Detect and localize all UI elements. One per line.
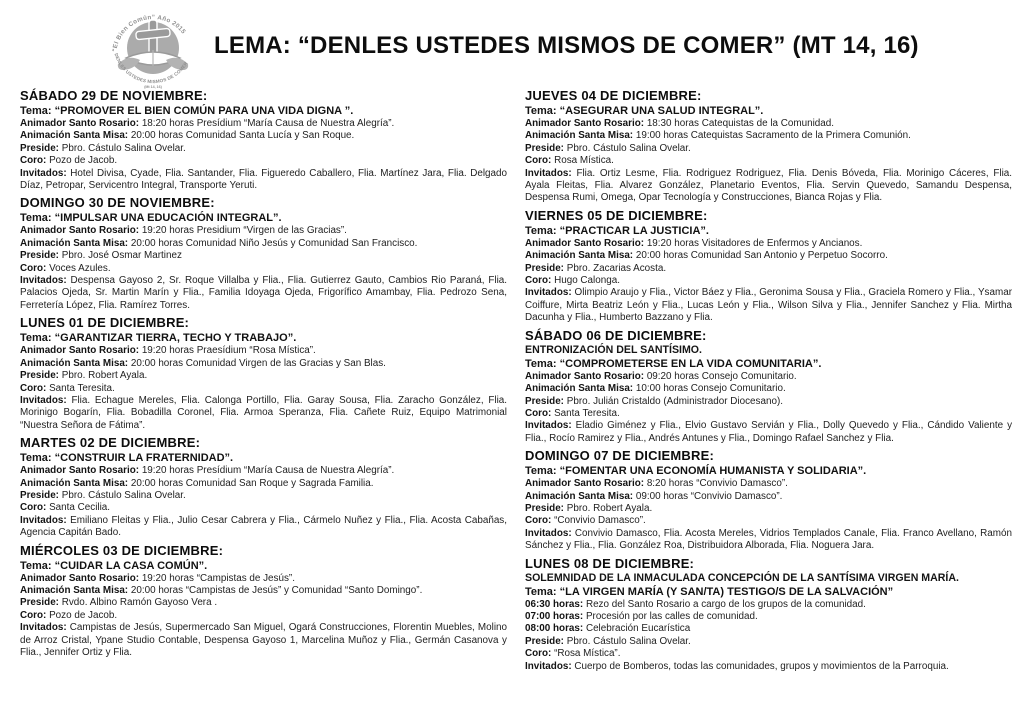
entry-detail-row	[20, 478, 507, 490]
row-text: 19:20 horas Presidium “Virgen de las Gracias”.	[141, 225, 347, 237]
row-label: Preside:	[525, 142, 564, 154]
entry-subheading: SOLEMNIDAD DE LA INMACULADA CONCEPCIÓN DE LA SANTÍSIMA VIRGEN MARÍA.	[525, 571, 959, 584]
row-text: Pozo de Jacob.	[49, 155, 118, 167]
row-text: Santa Cecilia.	[49, 502, 111, 514]
right-column	[525, 87, 1012, 675]
row-label: Invitados:	[525, 420, 572, 432]
row-text: 18:20 horas Presídium “María Causa de Nuestra Alegría”.	[141, 118, 395, 129]
row-text: Cuerpo de Bomberos, todas las comunidades, grupos y movimientos de la Parroquia.	[574, 660, 949, 672]
entry-detail-row	[20, 168, 507, 193]
logo-arc-top-text: “El Bien Común” Año 2015	[111, 13, 187, 53]
row-label: Invitados:	[20, 514, 67, 526]
entry-day-heading: LUNES 08 DE DICIEMBRE:	[525, 555, 695, 571]
row-label: Animador Santo Rosario:	[20, 345, 140, 357]
entry-theme-row	[525, 104, 1012, 118]
entry-detail-row	[525, 636, 1012, 648]
row-text: Pbro. Cástulo Salina Ovelar.	[61, 489, 186, 501]
entry-theme-row	[525, 224, 1012, 238]
entry-day-heading: DOMINGO 30 DE NOVIEMBRE:	[20, 195, 215, 211]
entry-detail-row	[525, 130, 1012, 142]
entry-theme-row	[20, 211, 507, 225]
row-text: “COMPROMETERSE EN LA VIDA COMUNITARIA”.	[559, 357, 822, 370]
row-text: Pbro. Julián Cristaldo (Administrador Diocesano).	[566, 395, 783, 407]
entry-day-heading: LUNES 01 DE DICIEMBRE:	[20, 315, 190, 331]
entry-theme-row	[525, 357, 1012, 371]
row-label: Tema:	[525, 105, 557, 117]
entry-detail-row	[525, 396, 1012, 408]
row-label: Invitados:	[525, 527, 572, 539]
parish-logo	[104, 8, 202, 94]
entry-detail-row	[20, 622, 507, 659]
row-label: Preside:	[525, 395, 564, 407]
entry-detail-row	[525, 491, 1012, 503]
entry-detail-row	[525, 287, 1012, 324]
row-text: Hotel Divisa, Cyade, Flia. Santander, Flia. Figueredo Caballero, Flia. Martínez Jara, Flia. Delgado Díaz, Petropar, Servicentro Integral, Transporte Yeruti.	[20, 167, 508, 192]
row-text: 20:00 horas “Campistas de Jesús” y Comunidad “Santo Domingo”.	[130, 584, 423, 596]
row-label: Coro:	[20, 382, 47, 394]
entry-day-heading: JUEVES 04 DE DICIEMBRE:	[525, 88, 702, 103]
row-label: Tema:	[20, 105, 52, 117]
entry-detail-row	[525, 250, 1012, 262]
row-text: Despensa Gayoso 2, Sr. Roque Villalba y Flia., Flia. Gutierrez Gauto, Cambios Rio Paraná, Flia. Palacios Ojeda, Sr. Martin Marín y Flia., Familia Idoyaga Ojeda, Frigorífico Amambay, Flia. Pedrozo Sena, Ferretería López, Flia. Ramírez Torres.	[20, 275, 507, 311]
row-text: Flia. Echague Mereles, Flia. Calonga Portillo, Flia. Garay Sousa, Flia. Zaracho González, Flia. Morinigo Bogarín, Flia. Bobadilla Coronel, Flia. Armoa Speranza, Flia. Cañete Ruiz, Equipo Matrimonial “Nuestra Señora de Fátima”.	[20, 394, 507, 431]
row-label: Animador Santo Rosario:	[20, 465, 140, 477]
entry-theme-row	[20, 559, 507, 573]
row-label: Preside:	[20, 142, 59, 154]
row-label: Invitados:	[20, 167, 67, 179]
row-label: Coro:	[20, 155, 47, 167]
entry-day-heading: DOMINGO 07 DE DICIEMBRE:	[525, 448, 714, 464]
row-label: Tema:	[20, 212, 52, 225]
row-label: 08:00 horas:	[525, 623, 584, 635]
row-text: “CONSTRUIR LA FRATERNIDAD”.	[54, 452, 234, 465]
row-text: 20:00 horas Comunidad Niño Jesús y Comunidad San Francisco.	[130, 237, 418, 249]
row-text: Celebración Eucarística	[585, 623, 691, 635]
row-label: Animador Santo Rosario:	[525, 118, 645, 129]
row-label: Preside:	[20, 597, 59, 609]
row-text: 8:20 horas “Convivio Damasco”.	[646, 478, 788, 490]
entry-detail-row	[525, 478, 1012, 490]
row-text: “LA VIRGEN MARÍA (Y SAN/TA) TESTIGO/S DE LA SALVACIÓN”	[559, 585, 894, 598]
row-label: Preside:	[20, 370, 59, 382]
schedule-entry	[20, 314, 507, 432]
entry-detail-row	[525, 599, 1012, 611]
row-label: Preside:	[20, 489, 59, 501]
entry-detail-row	[20, 250, 507, 262]
entry-detail-row	[20, 275, 507, 312]
row-label: Animación Santa Misa:	[525, 383, 634, 395]
row-label: 06:30 horas:	[525, 598, 584, 610]
entry-theme-row	[525, 585, 1012, 599]
row-label: Animación Santa Misa:	[525, 490, 634, 502]
row-text: Emiliano Fleitas y Flia., Julio Cesar Cabrera y Flia., Cármelo Nuñez y Flia., Flia. Acosta Cabañas, Agencia Capitán Bado.	[20, 514, 507, 539]
entry-detail-row	[20, 490, 507, 502]
row-text: Rosa Mística.	[554, 155, 614, 167]
row-label: Tema:	[20, 452, 52, 465]
entry-detail-row	[20, 610, 507, 622]
entry-theme-row	[525, 464, 1012, 478]
row-text: Campistas de Jesús, Supermercado San Miguel, Ogará Construcciones, Florentin Muebles, Molino de Arroz Cristal, Ypane Studio Contable, Despensa Gayoso 1, Marcelina Muñoz y Flia., Germán Casanova y Flia., Jennifer Ortiz y Flia.	[20, 622, 507, 658]
row-label: Coro:	[525, 407, 552, 419]
entry-detail-row	[20, 263, 507, 275]
row-text: Pbro. Robert Ayala.	[61, 370, 148, 382]
row-text: “Convivio Damasco”.	[554, 515, 646, 527]
row-text: 18:30 horas Catequistas de la Comunidad.	[646, 118, 835, 129]
entry-day-heading: MIÉRCOLES 03 DE DICIEMBRE:	[20, 542, 224, 558]
entry-detail-row	[20, 143, 507, 155]
row-label: Animador Santo Rosario:	[525, 478, 645, 490]
row-label: Coro:	[20, 502, 47, 514]
logo-verse-text: (Mt 14, 16)	[144, 85, 162, 89]
entry-detail-row	[525, 383, 1012, 395]
row-label: Invitados:	[525, 167, 572, 179]
entry-day-heading: SÁBADO 06 DE DICIEMBRE:	[525, 327, 707, 343]
row-label: 07:00 horas:	[525, 610, 584, 622]
row-text: Rezo del Santo Rosario a cargo de los grupos de la comunidad.	[585, 598, 866, 610]
entry-detail-row	[525, 528, 1012, 553]
row-text: 20:00 horas Comunidad San Antonio y Perpetuo Socorro.	[635, 250, 888, 262]
schedule-entry	[525, 555, 1012, 673]
row-label: Invitados:	[525, 287, 572, 299]
row-text: Rvdo. Albino Ramón Gayoso Vera .	[61, 597, 218, 609]
row-text: Convivio Damasco, Flia. Acosta Mereles, Vidrios Templados Canale, Flia. Franco Avellano, Ramón Sánchez y Flia., Flia. González Roa, Distribuidora Alborada, Flia. Noguera Jara.	[525, 527, 1012, 552]
row-label: Animación Santa Misa:	[525, 130, 634, 142]
schedule-entry	[20, 194, 507, 312]
entry-detail-row	[20, 585, 507, 597]
entry-detail-row	[20, 573, 507, 585]
entry-detail-row	[525, 648, 1012, 660]
row-label: Invitados:	[20, 394, 67, 406]
row-label: Tema:	[20, 332, 52, 345]
row-text: 19:20 horas Visitadores de Enfermos y Ancianos.	[646, 237, 863, 249]
entry-day-heading: MARTES 02 DE DICIEMBRE:	[20, 435, 201, 451]
row-label: Tema:	[525, 224, 557, 237]
row-text: 20:00 horas Comunidad Santa Lucía y San Roque.	[130, 130, 355, 142]
entry-day-heading: VIERNES 05 DE DICIEMBRE:	[525, 207, 708, 223]
row-text: “PRACTICAR LA JUSTICIA”.	[559, 224, 709, 237]
row-text: 19:20 horas “Campistas de Jesús”.	[141, 572, 295, 584]
entry-theme-row	[20, 451, 507, 465]
schedule-entry	[20, 542, 507, 660]
row-label: Animador Santo Rosario:	[20, 225, 140, 237]
row-label: Preside:	[20, 250, 59, 262]
entry-detail-row	[20, 597, 507, 609]
schedule-entry	[525, 87, 1012, 205]
schedule-entry	[525, 207, 1012, 325]
entry-detail-row	[525, 238, 1012, 250]
row-label: Coro:	[20, 262, 47, 274]
entry-detail-row	[525, 168, 1012, 205]
row-text: 20:00 horas Comunidad Virgen de las Gracias y San Blas.	[130, 357, 386, 369]
row-label: Animación Santa Misa:	[20, 477, 129, 489]
row-text: Eladio Giménez y Flia., Elvio Gustavo Servián y Flia., Dolly Quevedo y Flia., Cándido Valiente y Flia., Rocío Ramirez y Flia., Andrés Antunes y Flia., Domingo Rafael Sanchez y Flia.	[525, 420, 1013, 444]
row-label: Animador Santo Rosario:	[20, 118, 140, 129]
row-label: Coro:	[525, 648, 552, 660]
row-label: Tema:	[525, 465, 557, 478]
row-label: Animador Santo Rosario:	[525, 237, 645, 249]
entry-subheading: ENTRONIZACIÓN DEL SANTÍSIMO.	[525, 343, 702, 356]
entry-detail-row	[525, 275, 1012, 287]
row-text: 19:20 horas Praesídium “Rosa Mística”.	[141, 345, 316, 357]
row-text: 09:00 horas “Convivio Damasco”.	[635, 490, 783, 502]
logo-arc-bottom-text: DENLES USTEDES MISMOS DE COMER	[113, 52, 189, 85]
entry-detail-row	[20, 383, 507, 395]
row-text: Pozo de Jacob.	[49, 609, 118, 621]
row-text: Pbro. Cástulo Salina Ovelar.	[61, 142, 186, 154]
row-label: Tema:	[525, 585, 557, 598]
row-text: “GARANTIZAR TIERRA, TECHO Y TRABAJO”.	[54, 332, 297, 345]
page-title: LEMA: “DENLES USTEDES MISMOS DE COMER” (MT 14, 16)	[214, 32, 919, 59]
row-text: 09:20 horas Consejo Comunitario.	[646, 370, 797, 382]
row-label: Animador Santo Rosario:	[20, 572, 140, 584]
row-text: “Rosa Mística”.	[554, 648, 621, 660]
left-column	[20, 87, 507, 675]
row-text: Santa Teresita.	[554, 407, 620, 419]
entry-detail-row	[20, 130, 507, 142]
entry-detail-row	[525, 661, 1012, 673]
entry-detail-row	[20, 118, 507, 130]
entry-detail-row	[525, 420, 1012, 445]
entry-detail-row	[20, 515, 507, 540]
row-label: Animación Santa Misa:	[20, 130, 129, 142]
row-text: Hugo Calonga.	[554, 275, 620, 287]
row-label: Animación Santa Misa:	[20, 584, 129, 596]
row-label: Invitados:	[525, 660, 572, 672]
entry-detail-row	[20, 370, 507, 382]
row-text: Voces Azules.	[49, 262, 111, 274]
row-text: Pbro. José Osmar Martinez	[61, 250, 182, 262]
row-label: Coro:	[20, 609, 47, 621]
row-label: Tema:	[525, 357, 557, 370]
row-text: Pbro. Zacarias Acosta.	[566, 262, 667, 274]
entry-detail-row	[525, 118, 1012, 130]
row-label: Animación Santa Misa:	[20, 237, 129, 249]
entry-detail-row	[525, 143, 1012, 155]
entry-detail-row	[525, 155, 1012, 167]
entry-detail-row	[525, 623, 1012, 635]
schedule-entry	[20, 434, 507, 539]
row-label: Animación Santa Misa:	[20, 357, 129, 369]
schedule-entry	[525, 327, 1012, 445]
document-header	[0, 0, 1024, 89]
entry-detail-row	[20, 465, 507, 477]
entry-detail-row	[20, 345, 507, 357]
entry-detail-row	[20, 155, 507, 167]
entry-detail-row	[525, 515, 1012, 527]
row-text: 10:00 horas Consejo Comunitario.	[635, 383, 786, 395]
row-text: Olimpio Araujo y Flia., Victor Báez y Flia., Geronima Sousa y Flia., Graciela Romero y Flia., Ysamar Coiffure, Mirta Beatriz León y Flia., Lucas León y Flia., Wilson Silva y Flia., Jennifer Sanchez y Flia. Mirtha Dacunha y Flia., Humberto Bazzano y Flia.	[525, 287, 1012, 324]
row-label: Preside:	[525, 635, 564, 647]
entry-detail-row	[20, 225, 507, 237]
entry-detail-row	[525, 371, 1012, 383]
row-text: Pbro. Cástulo Salina Ovelar.	[566, 635, 691, 647]
row-label: Animador Santo Rosario:	[525, 370, 645, 382]
entry-detail-row	[20, 358, 507, 370]
row-text: Santa Teresita.	[49, 382, 115, 394]
row-label: Animación Santa Misa:	[525, 250, 634, 262]
entry-detail-row	[525, 611, 1012, 623]
entry-detail-row	[525, 263, 1012, 275]
entry-theme-row	[20, 331, 507, 345]
entry-day-heading: SÁBADO 29 DE NOVIEMBRE:	[20, 88, 208, 103]
row-text: 19:00 horas Catequistas Sacramento de la Primera Comunión.	[635, 130, 911, 142]
row-text: “FOMENTAR UNA ECONOMÍA HUMANISTA Y SOLIDARIA”.	[559, 465, 867, 478]
entry-detail-row	[20, 502, 507, 514]
row-text: Flia. Ortiz Lesme, Flia. Rodriguez Rodriguez, Flia. Denis Bóveda, Flia. Morinigo Cáceres, Flia. Ayala Fleitas, Flia. Alvarez González, Planetario Eventos, Flia. Servin Quevedo, Samandu Despensa, Despensa Rumi, Omega, Opar Tecnología y Construcciones, Bianca Rojas y Flia.	[525, 167, 1013, 204]
row-text: “CUIDAR LA CASA COMÚN”.	[54, 559, 208, 572]
entry-detail-row	[20, 395, 507, 432]
row-label: Invitados:	[20, 275, 67, 287]
entry-detail-row	[525, 503, 1012, 515]
row-text: Procesión por las calles de comunidad.	[585, 610, 758, 622]
row-text: Pbro. Cástulo Salina Ovelar.	[566, 142, 691, 154]
row-text: 19:20 horas Presídium “María Causa de Nuestra Alegría”.	[141, 465, 395, 477]
schedule-entry	[20, 87, 507, 192]
row-label: Coro:	[525, 155, 552, 167]
row-text: 20:00 horas Comunidad San Roque y Sagrada Familia.	[130, 477, 374, 489]
entry-theme-row	[20, 104, 507, 118]
schedule-entry	[525, 447, 1012, 552]
row-label: Preside:	[525, 262, 564, 274]
entry-detail-row	[525, 408, 1012, 420]
entry-detail-row	[20, 238, 507, 250]
row-text: “ASEGURAR UNA SALUD INTEGRAL”.	[559, 105, 764, 117]
row-label: Coro:	[525, 515, 552, 527]
schedule-columns	[0, 86, 1024, 675]
row-label: Invitados:	[20, 622, 67, 634]
row-label: Preside:	[525, 502, 564, 514]
row-text: Pbro. Robert Ayala.	[566, 502, 653, 514]
row-label: Coro:	[525, 275, 552, 287]
row-text: “PROMOVER EL BIEN COMÚN PARA UNA VIDA DIGNA ”.	[54, 105, 354, 117]
row-text: “IMPULSAR UNA EDUCACIÓN INTEGRAL”.	[54, 212, 282, 225]
row-label: Tema:	[20, 559, 52, 572]
